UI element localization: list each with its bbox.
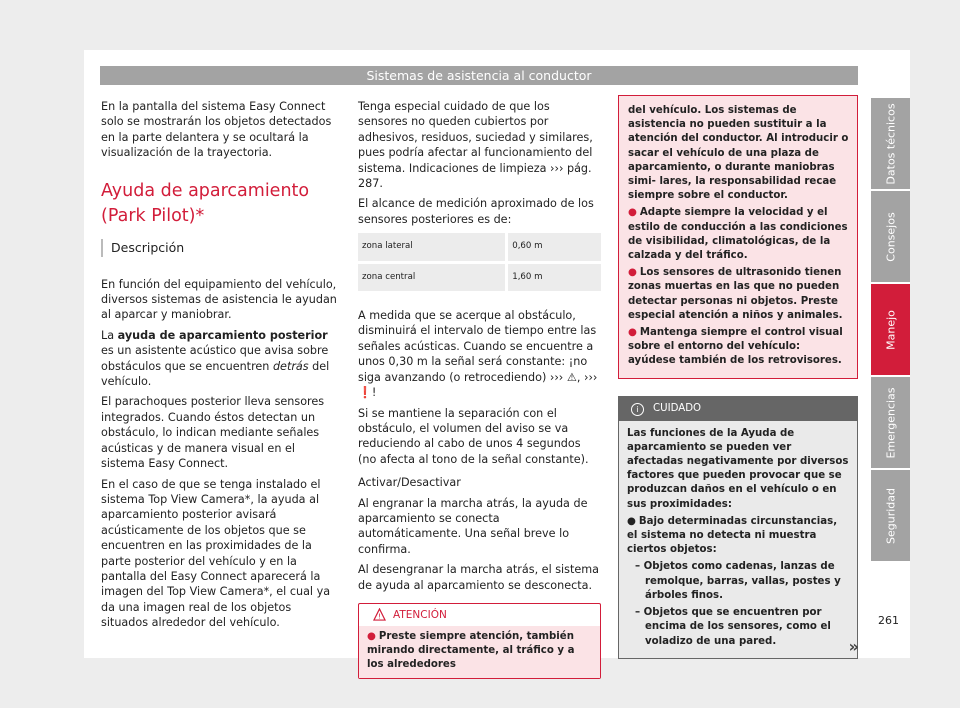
tab-manejo[interactable] [871,284,910,375]
tab-label: Emergencias [884,386,897,459]
subheading: Activar/Desactivar [358,476,461,490]
tab-label: Manejo [884,309,897,350]
text-run: es un asistente acústico que avisa sobre obstáculos que se encuentren [101,344,329,373]
paragraph: El parachoques posterior lleva sensores integrados. Cuando éstos detectan un obstáculo, lo indican mediante señales acústicas y de manera visual en el sistema Easy Connect. [101,395,325,471]
column-3 [618,95,858,659]
dash-text: Objetos que se encuentren por encima de los sensores, como el voladizo de una pared. [643,607,831,647]
bullet-text: Adapte siempre la velocidad y el estilo de conducción a las condiciones de visibilidad, climatológicas, de la calzada y del tráfico. [628,207,848,262]
dash-text: Objetos como cadenas, lanzas de remolque, barras, vallas, postes y árboles finos. [643,561,841,601]
bullet-icon: ● [628,327,637,339]
caution-dash-item: – Objetos que se encuentren por encima de los sensores, como el voladizo de una pared. [635,607,831,647]
bullet-icon: ● [628,207,637,219]
paragraph: Al desengranar la marcha atrás, el sistema de ayuda al aparcamiento se desconecta. [358,563,600,592]
warning-text: del vehículo. Los sistemas de asistencia no pueden sustituir a la atención del conductor. Al introducir o sacar el vehículo de una plaza de aparcamiento, o durante maniobras simi- lares, la responsabilidad recae siempre sobre el conductor. [628,105,849,202]
tab-label: Seguridad [884,487,897,544]
warning-header [359,604,600,626]
column-1 [101,99,341,636]
bullet-text: Mantenga siempre el control visual sobre el entorno del vehículo: ayúdese también de los retrovisores. [628,327,843,367]
intro-text: En la pantalla del sistema Easy Connect solo se mostrarán los objetos detectados en la parte delantera y se ocultará la visualización de la trayectoria. [101,100,332,160]
warning-body [359,626,600,678]
italic-term: detrás [272,359,309,373]
caution-dash-item: – Objetos como cadenas, lanzas de remolque, barras, vallas, postes y árboles finos. [635,561,841,601]
tab-emergencias[interactable] [871,377,910,468]
warning-text: Preste siempre atención, también mirando directamente, al tráfico y a los alrededores [367,630,575,670]
warning-triangle-icon [373,608,386,621]
bullet-text: Los sensores de ultrasonido tienen zonas muertas en las que no pueden detectar personas ni objetos. Preste especial atención a niños y animales. [628,267,843,321]
svg-text:!: ! [378,611,381,621]
bullet-icon: ● [367,630,376,642]
paragraph: Tenga especial cuidado de que los sensores no queden cubiertos por adhesivos, residuos, suciedad y similares, pues podría afectar al funcionamiento del sistema. Indicaciones de limpieza ››› pág. 287. [358,100,593,191]
page-number: 261 [878,614,899,627]
paragraph: En función del equipamiento del vehículo, diversos sistemas de asistencia le ayudan al aparcar y maniobrar. [101,277,337,322]
tab-datos-tecnicos[interactable] [871,98,910,189]
warning-bullet [628,266,849,323]
section-title: Ayuda de aparcamiento (Park Pilot)* [101,180,310,226]
section-subtitle: Descripción [101,239,341,257]
paragraph: Si se mantiene la separación con el obstáculo, el volumen del aviso se va reduciendo al cabo de unos 4 segundos (no afecta al tono de la señal constante). [358,406,589,466]
text-run: del vehículo. [101,359,330,389]
table-cell: 1,60 m [507,262,601,292]
warning-bullet [628,326,849,369]
page-header: Sistemas de asistencia al conductor [100,66,858,85]
warning-continued-box [618,95,858,379]
paragraph: En el caso de que se tenga instalado el sistema Top View Camera*, la ayuda al aparcamiento posterior avisará acústicamente de los objetos que se encuentren en las proximidades de la parte posterior del vehículo y en la pantalla del Easy Connect aparecerá la imagen del Top View Camera*, el cual ya da una imagen real de los objetos situados alrededor del vehículo. [101,477,331,630]
table-cell: zona lateral [358,233,507,262]
text-run: La [101,328,118,342]
paragraph: A medida que se acerque al obstáculo, disminuirá el intervalo de tiempo entre las señales acústicas. Cuando se encuentre a unos 0,30 m la señal será constante: ¡no siga avanzando (o retrocediendo) ››› ⚠, ››› ❗! [358,309,598,400]
sensor-range-table [358,233,601,294]
tab-label: Consejos [884,211,897,262]
paragraph [101,328,341,390]
paragraph: El alcance de medición aproximado de los sensores posteriores es de: [358,197,594,226]
table-row [358,262,601,292]
table-cell: 0,60 m [507,233,601,262]
tab-seguridad[interactable] [871,470,910,561]
bullet-icon: ● [628,267,637,279]
table-cell: zona central [358,262,507,292]
caution-title: CUIDADO [653,402,702,414]
tab-consejos[interactable] [871,191,910,282]
caution-bullet [627,515,849,558]
warning-bullet [628,206,849,263]
warning-box [358,603,601,679]
continue-arrow-icon: » [848,636,859,656]
section-tabs [871,98,910,563]
caution-text: Las funciones de la Ayuda de aparcamiento se pueden ver afectadas negativamente por diversos factores que pueden provocar que se produzcan daños en el vehículo o en sus proximidades: [627,427,849,510]
paragraph: Al engranar la marcha atrás, la ayuda de aparcamiento se conecta automáticamente. Una señal breve lo confirma. [358,496,588,556]
caution-header [619,397,857,421]
column-2 [358,99,601,679]
bold-term: ayuda de aparcamiento posterior [117,328,328,342]
warning-title: ATENCIÓN [393,608,447,621]
table-row [358,233,601,262]
caution-box [618,396,858,659]
bullet-text: Bajo determinadas circunstancias, el sistema no detecta ni muestra ciertos objetos: [627,515,838,556]
tab-label: Datos técnicos [884,102,897,185]
caution-body [619,421,857,658]
info-icon: i [631,403,644,416]
bullet-icon: ● [627,515,636,527]
